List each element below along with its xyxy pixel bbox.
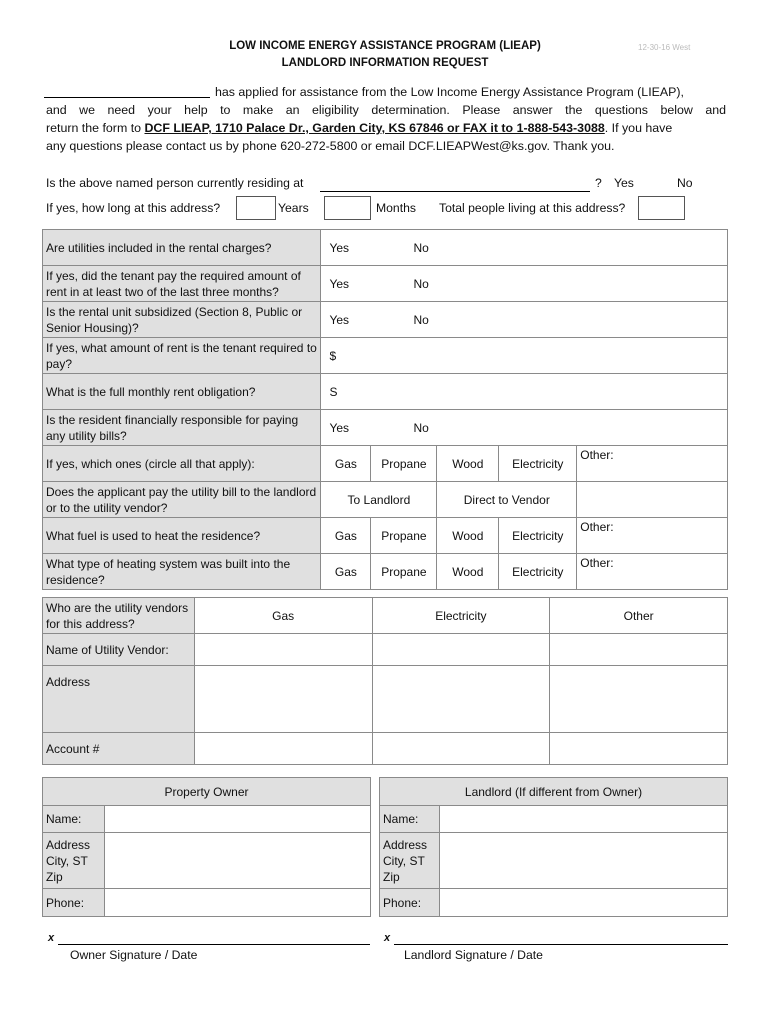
intro-line3-start: return the form to (46, 121, 145, 135)
landlord-address-label: Address City, ST Zip (380, 833, 440, 889)
wood-option[interactable]: Wood (437, 518, 499, 554)
other-vendor-name[interactable] (550, 634, 728, 666)
total-people-label: Total people living at this address? (439, 201, 626, 215)
return-address: DCF LIEAP, 1710 Palace Dr., Garden City, KS 67846 or FAX it to 1-888-543-3088 (144, 121, 605, 135)
other-option[interactable]: Other: (577, 518, 728, 554)
residing-yes[interactable]: Yes (614, 176, 634, 190)
electricity-option[interactable]: Electricity (499, 518, 577, 554)
electricity-option[interactable]: Electricity (499, 554, 577, 590)
gas-option[interactable]: Gas (321, 446, 371, 482)
no-option[interactable]: No (413, 276, 429, 291)
table-row (43, 806, 371, 833)
residing-no[interactable]: No (677, 176, 693, 190)
gas-vendor-address[interactable] (194, 666, 372, 733)
owner-name-field[interactable] (104, 806, 370, 833)
col-other: Other (550, 598, 728, 634)
how-long-question: If yes, how long at this address? (46, 201, 221, 215)
form-date-code: 12-30-16 West (638, 43, 691, 52)
owner-signature-line[interactable] (58, 944, 370, 945)
residing-qmark: ? (595, 176, 602, 190)
rental-questions-table (42, 229, 728, 590)
table-row (43, 598, 728, 634)
wood-option[interactable]: Wood (437, 554, 499, 590)
months-box[interactable] (324, 196, 371, 220)
electricity-vendor-address[interactable] (372, 666, 550, 733)
propane-option[interactable]: Propane (371, 518, 437, 554)
intro-line4: any questions please contact us by phone 620-272-5800 or email DCF.LIEAPWest@ks.gov. Thank you. (46, 139, 615, 153)
table-row (43, 778, 371, 806)
landlord-sig-x: x (384, 932, 391, 944)
table-row (43, 230, 728, 266)
table-row (43, 634, 728, 666)
intro-line3-end: . If you have (604, 121, 673, 135)
answer-cell[interactable] (321, 410, 728, 446)
propane-option[interactable]: Propane (371, 446, 437, 482)
q-which-utilities: If yes, which ones (circle all that apply): (43, 446, 321, 482)
table-row (380, 833, 728, 889)
table-row (43, 554, 728, 590)
vendors-head: Who are the utility vendors for this address? (43, 598, 195, 634)
answer-cell[interactable] (321, 374, 728, 410)
owner-sig-x: x (48, 932, 55, 944)
table-row (43, 733, 728, 765)
col-electricity: Electricity (372, 598, 550, 634)
table-row (43, 482, 728, 518)
q-tenant-rent: If yes, what amount of rent is the tenant required to pay? (43, 338, 321, 374)
gas-option[interactable]: Gas (321, 518, 371, 554)
intro-line2: and we need your help to make an eligibility determination. Please answer the questions below and (46, 103, 726, 117)
landlord-signature-label: Landlord Signature / Date (404, 948, 543, 962)
q-rent-paid: If yes, did the tenant pay the required amount of rent in at least two of the last three months? (43, 266, 321, 302)
table-row (43, 446, 728, 482)
other-account[interactable] (550, 733, 728, 765)
wood-option[interactable]: Wood (437, 446, 499, 482)
address-line[interactable] (320, 191, 590, 192)
table-row (43, 833, 371, 889)
no-option[interactable]: No (413, 312, 429, 327)
total-people-box[interactable] (638, 196, 685, 220)
landlord-table (379, 777, 728, 917)
years-box[interactable] (236, 196, 276, 220)
electricity-account[interactable] (372, 733, 550, 765)
dollar-sign: S (329, 384, 338, 399)
table-row (380, 889, 728, 917)
electricity-option[interactable]: Electricity (499, 446, 577, 482)
landlord-phone-label: Phone: (380, 889, 440, 917)
landlord-title: Landlord (If different from Owner) (380, 778, 728, 806)
q-utilities-included: Are utilities included in the rental charges? (43, 230, 321, 266)
landlord-name-field[interactable] (439, 806, 727, 833)
to-landlord-option[interactable]: To Landlord (321, 482, 437, 518)
yes-option[interactable]: Yes (329, 276, 350, 291)
gas-option[interactable]: Gas (321, 554, 371, 590)
owner-phone-field[interactable] (104, 889, 370, 917)
table-row (43, 338, 728, 374)
owner-title: Property Owner (43, 778, 371, 806)
form-title: LOW INCOME ENERGY ASSISTANCE PROGRAM (LIEAP) (229, 40, 541, 52)
q-heating-system: What type of heating system was built into the residence? (43, 554, 321, 590)
yes-option[interactable]: Yes (329, 240, 350, 255)
gas-account[interactable] (194, 733, 372, 765)
other-option[interactable]: Other: (577, 554, 728, 590)
landlord-signature-line[interactable] (394, 944, 728, 945)
table-row (43, 374, 728, 410)
utility-vendors-table (42, 597, 728, 765)
answer-cell[interactable] (321, 230, 728, 266)
table-row (43, 410, 728, 446)
direct-vendor-option[interactable]: Direct to Vendor (437, 482, 577, 518)
months-label: Months (376, 201, 416, 215)
owner-address-label: Address City, ST Zip (43, 833, 105, 889)
landlord-address-field[interactable] (439, 833, 727, 889)
table-row (43, 518, 728, 554)
answer-cell[interactable] (321, 338, 728, 374)
applicant-name-line[interactable] (44, 96, 210, 98)
answer-cell[interactable] (321, 266, 728, 302)
q-monthly-rent: What is the full monthly rent obligation? (43, 374, 321, 410)
other-vendor-address[interactable] (550, 666, 728, 733)
property-owner-table (42, 777, 371, 917)
table-row (380, 778, 728, 806)
owner-signature-label: Owner Signature / Date (70, 948, 198, 962)
q-utility-responsible: Is the resident financially responsible for paying any utility bills? (43, 410, 321, 446)
intro-line3 (46, 119, 726, 137)
gas-vendor-name[interactable] (194, 634, 372, 666)
vendor-name-label: Name of Utility Vendor: (43, 634, 195, 666)
electricity-vendor-name[interactable] (372, 634, 550, 666)
dollar-sign: $ (329, 348, 337, 363)
landlord-phone-field[interactable] (439, 889, 727, 917)
table-row (380, 806, 728, 833)
account-label: Account # (43, 733, 195, 765)
yes-option[interactable]: Yes (329, 312, 350, 327)
landlord-name-label: Name: (380, 806, 440, 833)
q-bill-payee: Does the applicant pay the utility bill to the landlord or to the utility vendor? (43, 482, 321, 518)
blank-cell (577, 482, 728, 518)
q-heating-fuel: What fuel is used to heat the residence? (43, 518, 321, 554)
answer-cell[interactable] (321, 302, 728, 338)
q-subsidized: Is the rental unit subsidized (Section 8, Public or Senior Housing)? (43, 302, 321, 338)
owner-name-label: Name: (43, 806, 105, 833)
col-gas: Gas (194, 598, 372, 634)
propane-option[interactable]: Propane (371, 554, 437, 590)
table-row (43, 889, 371, 917)
other-option[interactable]: Other: (577, 446, 728, 482)
form-subtitle: LANDLORD INFORMATION REQUEST (281, 57, 489, 69)
table-row (43, 266, 728, 302)
intro-line1: has applied for assistance from the Low Income Energy Assistance Program (LIEAP), (215, 85, 684, 99)
vendor-address-label: Address (43, 666, 195, 733)
yes-option[interactable]: Yes (329, 420, 350, 435)
table-row (43, 302, 728, 338)
no-option[interactable]: No (413, 420, 429, 435)
table-row (43, 666, 728, 733)
owner-address-field[interactable] (104, 833, 370, 889)
years-label: Years (278, 201, 309, 215)
owner-phone-label: Phone: (43, 889, 105, 917)
residing-question: Is the above named person currently residing at (46, 176, 304, 190)
no-option[interactable]: No (413, 240, 429, 255)
